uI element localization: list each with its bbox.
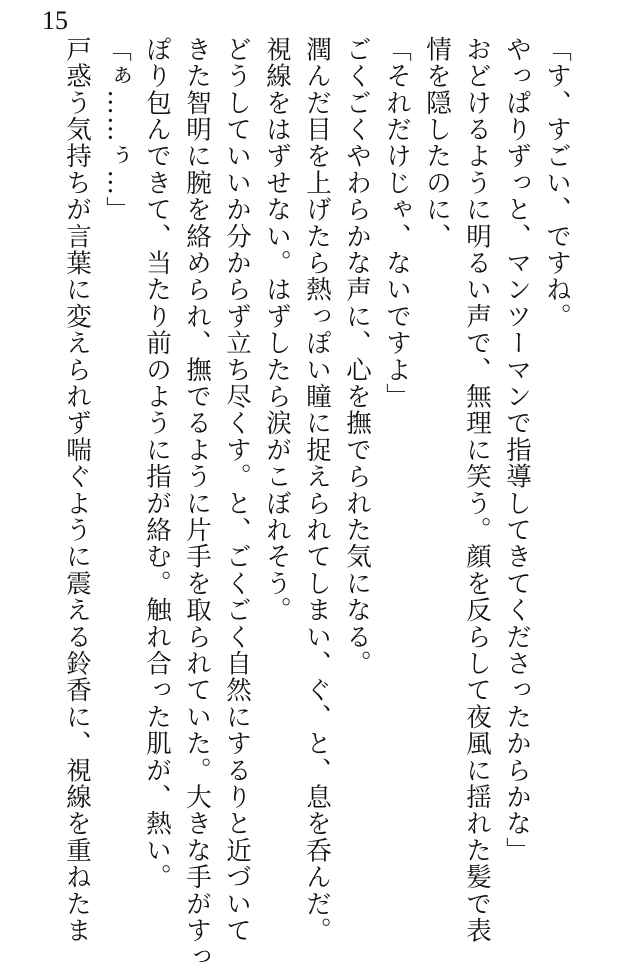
text-line: 潤んだ目を上げたら熱っぽい瞳に捉えられてしまい、ぐ、と、息を呑んだ。 [302,36,332,944]
vertical-text-body [57,36,577,971]
text-line: おどけるように明るい声で、無理に笑う。顔を反らして夜風に揺れた髪で表 [462,36,492,944]
text-line: やっぱりずっと、マンツーマンで指導してきてくださったからかな」 [502,36,532,864]
text-line: 戸惑う気持ちが言葉に変えられず喘ぐように震える鈴香に、視線を重ねたま [62,36,92,944]
text-line: 情を隠したのに、 [422,36,452,250]
page-number: 15 [42,6,68,35]
text-line: ごくごくやわらかな声に、心を撫でられた気になる。 [342,36,372,677]
text-line: ぽり包んできて、当たり前のように指が絡む。触れ合った肌が、熱い。 [142,36,172,891]
text-line: 「ぁ……ぅ…」 [102,36,132,223]
text-line: どうしていいか分からず立ち尽くす。と、ごくごく自然にするりと近づいて [222,36,252,944]
text-line: 「す、すごい、ですね。 [542,36,572,330]
text-line: きた智明に腕を絡められ、撫でるように片手を取られていた。大きな手がすっ [182,36,212,971]
text-line: 「それだけじゃ、ないですよ」 [382,36,412,410]
text-line: 視線をはずせない。はずしたら涙がこぼれそう。 [262,36,292,624]
